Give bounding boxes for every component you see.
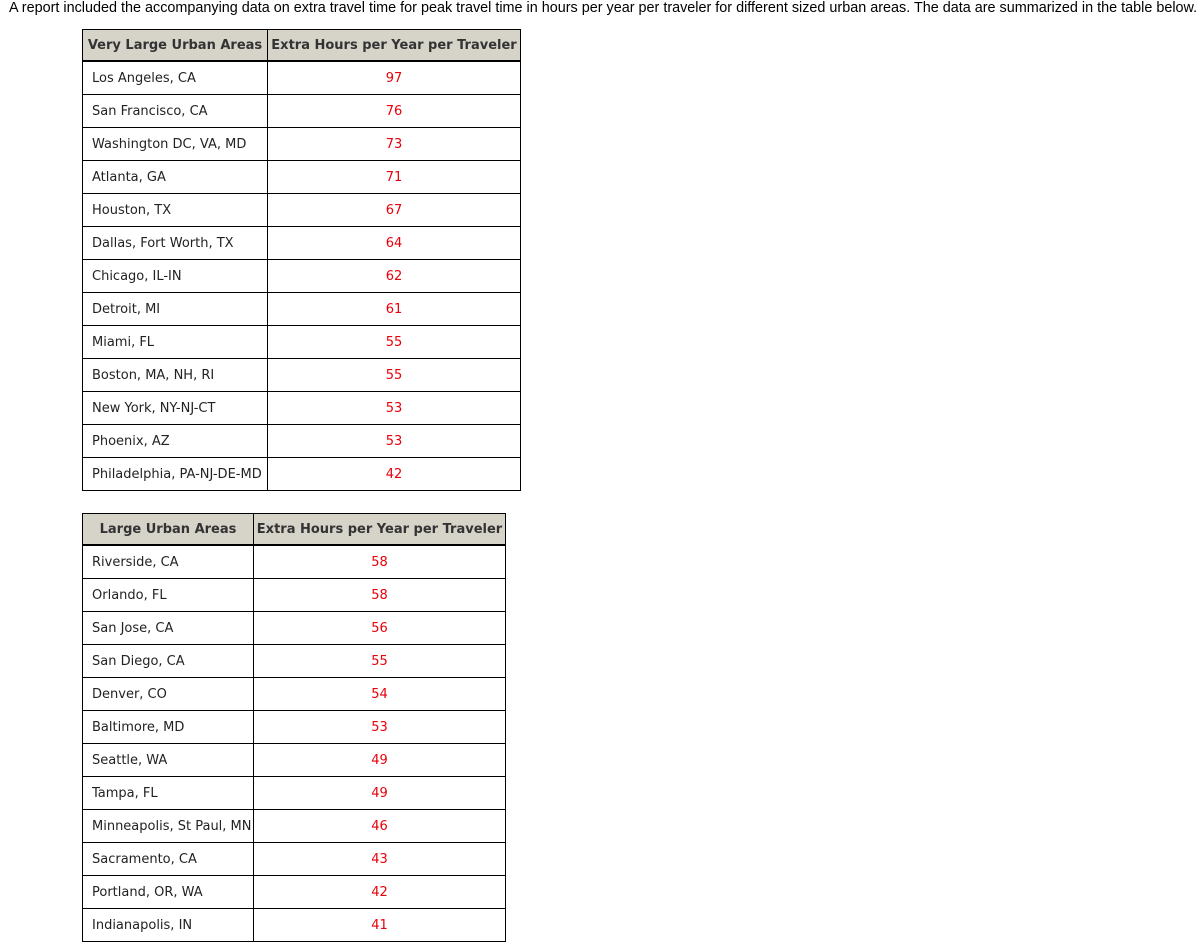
very-large-urban-areas-table xyxy=(82,29,521,491)
table-row xyxy=(83,392,521,425)
extra-hours-cell: 61 xyxy=(268,293,521,326)
urban-area-cell: Houston, TX xyxy=(83,194,268,227)
intro-text: A report included the accompanying data on extra travel time for peak travel time in hours per year per traveler for different sized urban areas. The data are summarized in the table below. xyxy=(9,0,1198,16)
table-row xyxy=(83,678,506,711)
extra-hours-cell: 58 xyxy=(254,579,506,612)
table-row xyxy=(83,194,521,227)
extra-hours-cell: 73 xyxy=(268,128,521,161)
urban-area-cell: Minneapolis, St Paul, MN xyxy=(83,810,254,843)
extra-hours-cell: 67 xyxy=(268,194,521,227)
table-row xyxy=(83,458,521,491)
table-row xyxy=(83,909,506,942)
urban-area-cell: Dallas, Fort Worth, TX xyxy=(83,227,268,260)
urban-area-cell: Detroit, MI xyxy=(83,293,268,326)
urban-area-cell: Atlanta, GA xyxy=(83,161,268,194)
urban-area-cell: Chicago, IL-IN xyxy=(83,260,268,293)
urban-area-cell: San Francisco, CA xyxy=(83,95,268,128)
table-row xyxy=(83,95,521,128)
table-row xyxy=(83,359,521,392)
urban-area-cell: Los Angeles, CA xyxy=(83,61,268,95)
urban-area-cell: Miami, FL xyxy=(83,326,268,359)
extra-hours-cell: 71 xyxy=(268,161,521,194)
table-row xyxy=(83,260,521,293)
table-row xyxy=(83,579,506,612)
extra-hours-cell: 43 xyxy=(254,843,506,876)
table-row xyxy=(83,293,521,326)
column-header-hours: Extra Hours per Year per Traveler xyxy=(268,30,521,62)
urban-area-cell: San Jose, CA xyxy=(83,612,254,645)
urban-area-cell: Phoenix, AZ xyxy=(83,425,268,458)
urban-area-cell: New York, NY-NJ-CT xyxy=(83,392,268,425)
extra-hours-cell: 46 xyxy=(254,810,506,843)
table-row xyxy=(83,425,521,458)
extra-hours-cell: 97 xyxy=(268,61,521,95)
table-header-row xyxy=(83,514,506,546)
urban-area-cell: Denver, CO xyxy=(83,678,254,711)
urban-area-cell: Seattle, WA xyxy=(83,744,254,777)
extra-hours-cell: 56 xyxy=(254,612,506,645)
table-row xyxy=(83,326,521,359)
extra-hours-cell: 42 xyxy=(254,876,506,909)
extra-hours-cell: 42 xyxy=(268,458,521,491)
extra-hours-cell: 76 xyxy=(268,95,521,128)
urban-area-cell: San Diego, CA xyxy=(83,645,254,678)
extra-hours-cell: 55 xyxy=(268,326,521,359)
table-row xyxy=(83,645,506,678)
large-urban-areas-table xyxy=(82,513,506,942)
extra-hours-cell: 64 xyxy=(268,227,521,260)
table-row xyxy=(83,612,506,645)
extra-hours-cell: 54 xyxy=(254,678,506,711)
extra-hours-cell: 53 xyxy=(268,425,521,458)
extra-hours-cell: 49 xyxy=(254,744,506,777)
urban-area-cell: Baltimore, MD xyxy=(83,711,254,744)
extra-hours-cell: 53 xyxy=(268,392,521,425)
table-row xyxy=(83,810,506,843)
urban-area-cell: Orlando, FL xyxy=(83,579,254,612)
urban-area-cell: Washington DC, VA, MD xyxy=(83,128,268,161)
table-row xyxy=(83,227,521,260)
table-row xyxy=(83,777,506,810)
table-row xyxy=(83,128,521,161)
table-row xyxy=(83,876,506,909)
extra-hours-cell: 62 xyxy=(268,260,521,293)
extra-hours-cell: 55 xyxy=(268,359,521,392)
table-row xyxy=(83,843,506,876)
table-row xyxy=(83,711,506,744)
table-row xyxy=(83,161,521,194)
column-header-area: Very Large Urban Areas xyxy=(83,30,268,62)
urban-area-cell: Tampa, FL xyxy=(83,777,254,810)
extra-hours-cell: 58 xyxy=(254,545,506,579)
extra-hours-cell: 49 xyxy=(254,777,506,810)
table-row xyxy=(83,744,506,777)
table-row xyxy=(83,61,521,95)
extra-hours-cell: 55 xyxy=(254,645,506,678)
table-header-row xyxy=(83,30,521,62)
urban-area-cell: Portland, OR, WA xyxy=(83,876,254,909)
extra-hours-cell: 53 xyxy=(254,711,506,744)
extra-hours-cell: 41 xyxy=(254,909,506,942)
urban-area-cell: Boston, MA, NH, RI xyxy=(83,359,268,392)
urban-area-cell: Philadelphia, PA-NJ-DE-MD xyxy=(83,458,268,491)
urban-area-cell: Riverside, CA xyxy=(83,545,254,579)
column-header-area: Large Urban Areas xyxy=(83,514,254,546)
urban-area-cell: Indianapolis, IN xyxy=(83,909,254,942)
table-row xyxy=(83,545,506,579)
column-header-hours: Extra Hours per Year per Traveler xyxy=(254,514,506,546)
urban-area-cell: Sacramento, CA xyxy=(83,843,254,876)
